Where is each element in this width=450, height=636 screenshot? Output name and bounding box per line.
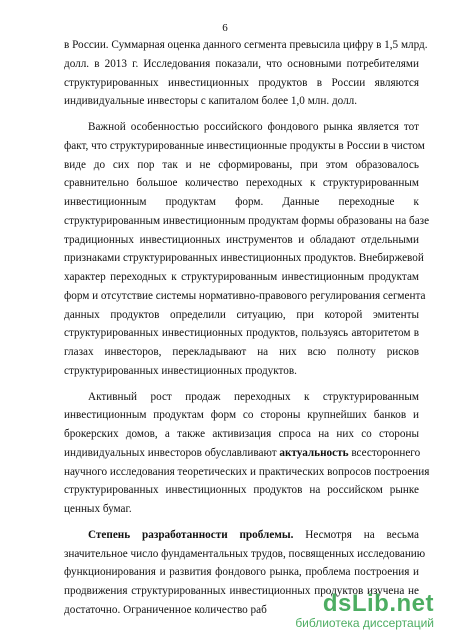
text-line: продвижения структурированных инвестиционных продуктов изучена не (64, 585, 419, 597)
text-line: характер переходных к структурированным инвестиционным продуктам (64, 271, 419, 283)
text-line: форм и отсутствие системы нормативно-правового регулирования сегмента (64, 289, 426, 302)
text-line: структурированных инвестиционных продуктов в России являются (64, 76, 419, 89)
text-line: инвестиционным продуктам форм. Данные переходные к (64, 196, 419, 208)
text-line: Важной особенностью российского фондового рынка является тот (88, 121, 419, 133)
text-line: достаточно. Ограниченное количество раб (64, 603, 267, 616)
text-line: научного исследования теоретических и практических вопросов построения (64, 465, 430, 478)
text-line (64, 526, 419, 545)
text-line: глазах инвесторов, перекладывают на них всю полноту рисков (64, 346, 419, 358)
text-line: структурированных инвестиционных продуктов. (64, 364, 297, 377)
page-number: 6 (222, 22, 228, 34)
text-span: всестороннего (351, 446, 421, 459)
watermark-logo: dsLib.net (322, 590, 434, 617)
text-span: индивидуальных инвесторов обуславливают (64, 446, 277, 459)
text-line: сравнительно большое количество переходных к структурированным (64, 177, 419, 190)
body-text (64, 36, 430, 620)
text-line: структурированных инвестиционных продуктов на российском рынке (64, 484, 419, 497)
text-line: брокерских домов, а также активизация спроса на них со стороны (64, 428, 419, 440)
text-line: факт, что структурированные инвестиционные продукты в России в чистом (64, 139, 425, 152)
text-line: структурированных инвестиционных продуктов, пользуясь авторитетом в (64, 327, 419, 340)
text-line: ценных бумаг. (64, 503, 132, 515)
text-line: структурированным инвестиционным продуктам формы образованы на базе (64, 214, 430, 227)
text-span: Несмотря на весьма (305, 528, 420, 541)
watermark (240, 592, 440, 632)
text-line (64, 444, 419, 463)
text-line: данных продуктов определили ситуацию, при которой эмитенты (64, 308, 419, 321)
text-line: инвестиционным продуктам форм со стороны крупнейших банков и (64, 409, 419, 422)
text-line: долл. в 2013 г. Исследования показали, что основными потребителями (64, 57, 419, 70)
watermark-subtitle: библиотека диссертаций (295, 616, 434, 630)
text-line: признаками структурированных инвестиционных продуктов. Внебиржевой (64, 252, 424, 265)
text-line: функционирования и развития фондового рынка, проблема построения и (64, 566, 419, 579)
text-line: Активный рост продаж переходных к структурированным (88, 390, 419, 403)
text-line: традиционных инвестиционных инструментов и обладают отдельными (64, 233, 419, 246)
section-heading-bold: Степень разработанности проблемы. (88, 528, 294, 541)
text-line: значительное число фундаментальных трудов, посвященных исследованию (64, 547, 426, 560)
text-line: в России. Суммарная оценка данного сегмента превысила цифру в 1,5 млрд. (64, 39, 428, 51)
text-line: индивидуальные инвесторы с капиталом более 1,0 млн. долл. (64, 95, 358, 108)
text-line: виде до сих пор так и не сформированы, при этом образовалось (64, 158, 419, 171)
keyword-bold: актуальность (279, 446, 349, 459)
